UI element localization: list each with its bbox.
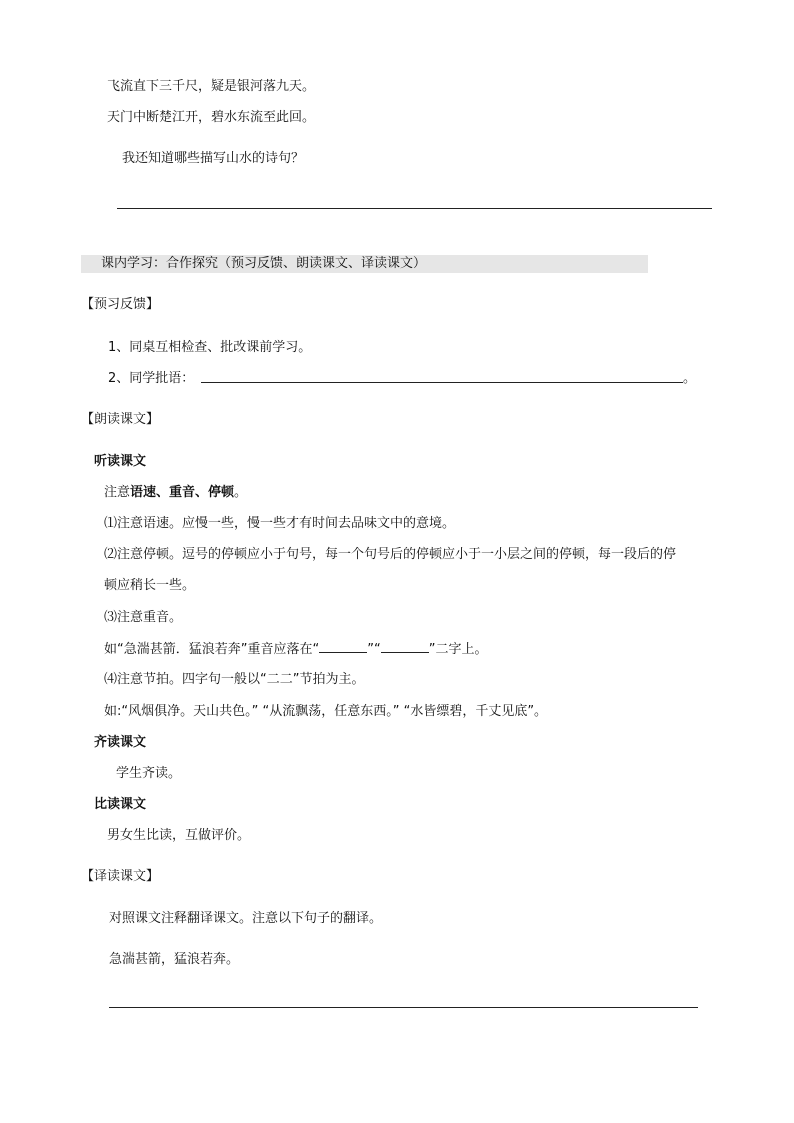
- section-bar-text: 课内学习：合作探究（预习反馈、朗读课文、译读课文）: [101, 256, 427, 271]
- stress-example-c: ”二字上。: [428, 642, 488, 657]
- reading-note-prefix: 注意: [104, 485, 131, 500]
- stress-blank-2: [381, 640, 429, 653]
- stress-example: [104, 640, 487, 659]
- translate-heading: 【译读课文】: [81, 869, 160, 884]
- stress-example-a: 如“急湍甚箭．猛浪若奔”重音应落在“: [104, 642, 320, 657]
- preview-item-1: 1、同桌互相检查、批改课前学习。: [108, 340, 312, 355]
- compare-reading-title: 比读课文: [94, 797, 147, 812]
- translate-instruction: 对照课文注释翻译课文。注意以下句子的翻译。: [109, 911, 383, 926]
- rhythm-example: 如:“风烟俱净。天山共色。” “从流飘荡，任意东西。” “水皆缥碧，千丈见底”。: [104, 704, 548, 719]
- answer-line-poem: [117, 208, 712, 209]
- stress-example-b: ”“: [367, 642, 381, 657]
- reading-point-2b: 顿应稍长一些。: [104, 578, 196, 593]
- compare-reading-text: 男女生比读，互做评价。: [107, 828, 251, 843]
- reading-note-keywords: 语速、重音、停顿: [130, 485, 235, 500]
- chorus-reading-text: 学生齐读。: [116, 766, 182, 781]
- answer-line-translate: [109, 1007, 698, 1008]
- poem-question: 我还知道哪些描写山水的诗句？: [122, 151, 305, 166]
- preview-item-2-end: 。: [683, 371, 697, 386]
- poem-line-1: 飞流直下三千尺，疑是银河落九天。: [107, 79, 316, 94]
- preview-heading: 【预习反馈】: [81, 297, 160, 312]
- stress-blank-1: [319, 640, 367, 653]
- reading-note-suffix: 。: [234, 485, 248, 500]
- reading-point-1: ⑴注意语速。应慢一些，慢一些才有时间去品味文中的意境。: [104, 516, 456, 531]
- reading-point-4: ⑷注意节拍。四字句一般以“二二”节拍为主。: [104, 672, 365, 687]
- reading-note: [104, 484, 247, 502]
- translate-sentence: 急湍甚箭，猛浪若奔。: [109, 952, 240, 967]
- preview-item-2-label: 2、同学批语：: [108, 371, 195, 386]
- comment-answer-line: [201, 382, 683, 383]
- reading-point-3: ⑶注意重音。: [104, 610, 183, 625]
- chorus-reading-title: 齐读课文: [94, 735, 147, 750]
- reading-point-2a: ⑵注意停顿。逗号的停顿应小于句号，每一个句号后的停顿应小于一小层之间的停顿，每一段后的停: [104, 547, 677, 562]
- poem-line-2: 天门中断楚江开，碧水东流至此回。: [107, 110, 316, 125]
- listen-reading-title: 听读课文: [94, 454, 147, 469]
- reading-heading: 【朗读课文】: [81, 412, 160, 427]
